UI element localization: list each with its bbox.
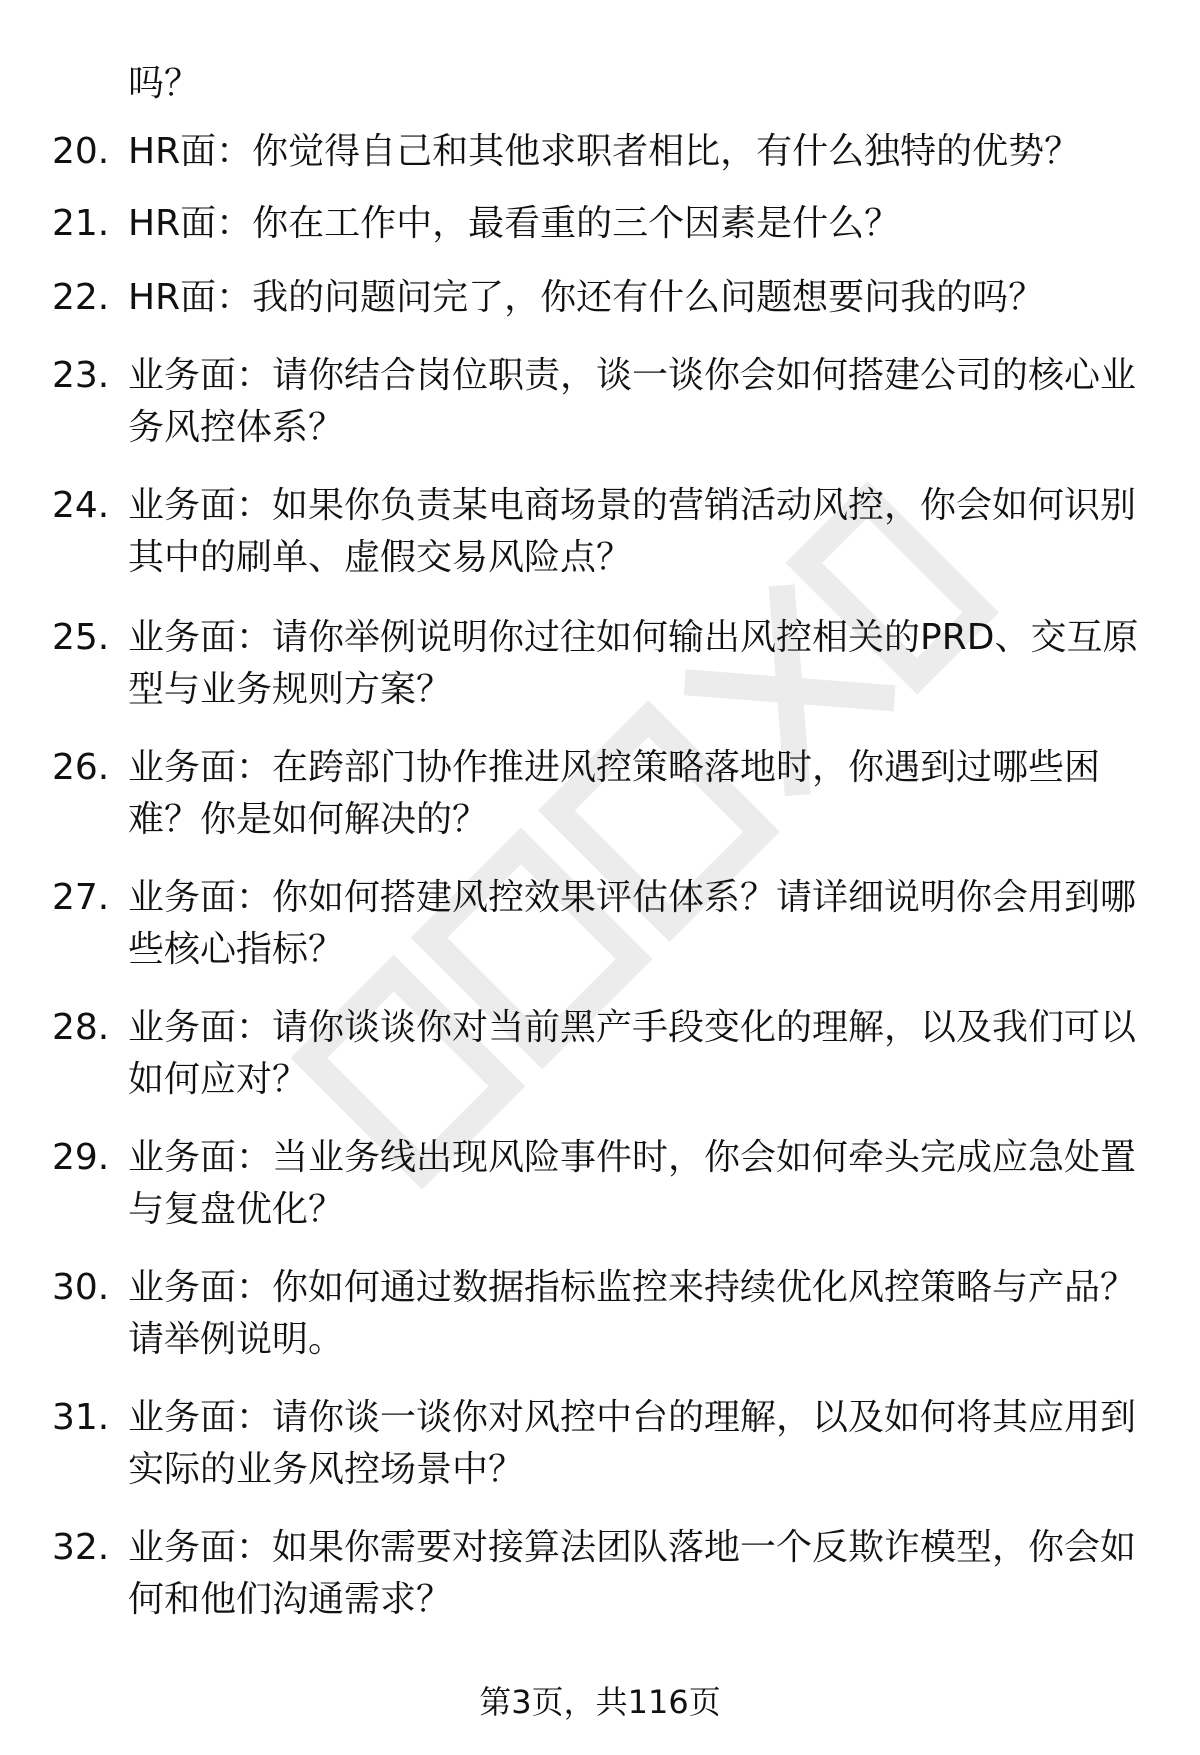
question-text: 业务面：当业务线出现风险事件时，你会如何牵头完成应急处置 [128,1137,1137,1178]
question-number: 28. [52,1007,110,1048]
question-text: 业务面：请你举例说明你过往如何输出风控相关的PRD、交互原 [128,617,1139,658]
question-number: 23. [52,355,110,396]
question-text: 业务面：请你结合岗位职责，谈一谈你会如何搭建公司的核心业 [128,355,1137,396]
question-text: 业务面：你如何搭建风控效果评估体系？请详细说明你会用到哪 [128,877,1137,918]
question-text-continued: 其中的刷单、虚假交易风险点？ [128,537,633,578]
question-text-continued: 难？你是如何解决的？ [128,799,489,840]
question-text: 业务面：在跨部门协作推进风控策略落地时，你遇到过哪些困 [128,747,1101,788]
question-text: 业务面：如果你需要对接算法团队落地一个反欺诈模型，你会如 [128,1527,1137,1568]
question-text: 业务面：如果你负责某电商场景的营销活动风控，你会如何识别 [128,485,1137,526]
question-number: 25. [52,617,110,658]
question-text-continued: 如何应对？ [128,1059,309,1100]
question-text-continued: 何和他们沟通需求？ [128,1579,453,1620]
question-text: HR面：你觉得自己和其他求职者相比，有什么独特的优势？ [128,131,1081,172]
question-number: 29. [52,1137,110,1178]
question-number: 32. [52,1527,110,1568]
question-number: 21. [52,203,110,244]
question-text-continued: 与复盘优化？ [128,1189,345,1230]
continuation-text: 吗？ [128,63,201,104]
question-text: HR面：你在工作中，最看重的三个因素是什么？ [128,203,901,244]
question-number: 31. [52,1397,110,1438]
question-number: 20. [52,131,110,172]
question-text-continued: 型与业务规则方案？ [128,669,453,710]
question-text: HR面：我的问题问完了，你还有什么问题想要问我的吗？ [128,277,1045,318]
question-text-continued: 务风控体系？ [128,407,345,448]
question-text-continued: 实际的业务风控场景中？ [128,1449,525,1490]
question-text-continued: 请举例说明。 [128,1319,345,1360]
question-number: 30. [52,1267,110,1308]
question-number: 27. [52,877,110,918]
question-number: 24. [52,485,110,526]
question-number: 22. [52,277,110,318]
question-text-continued: 些核心指标？ [128,929,345,970]
question-text: 业务面：请你谈谈你对当前黑产手段变化的理解，以及我们可以 [128,1007,1137,1048]
page-footer: 第3页，共116页 [479,1683,721,1721]
question-text: 业务面：请你谈一谈你对风控中台的理解，以及如何将其应用到 [128,1397,1137,1438]
question-number: 26. [52,747,110,788]
question-text: 业务面：你如何通过数据指标监控来持续优化风控策略与产品？ [128,1267,1137,1308]
